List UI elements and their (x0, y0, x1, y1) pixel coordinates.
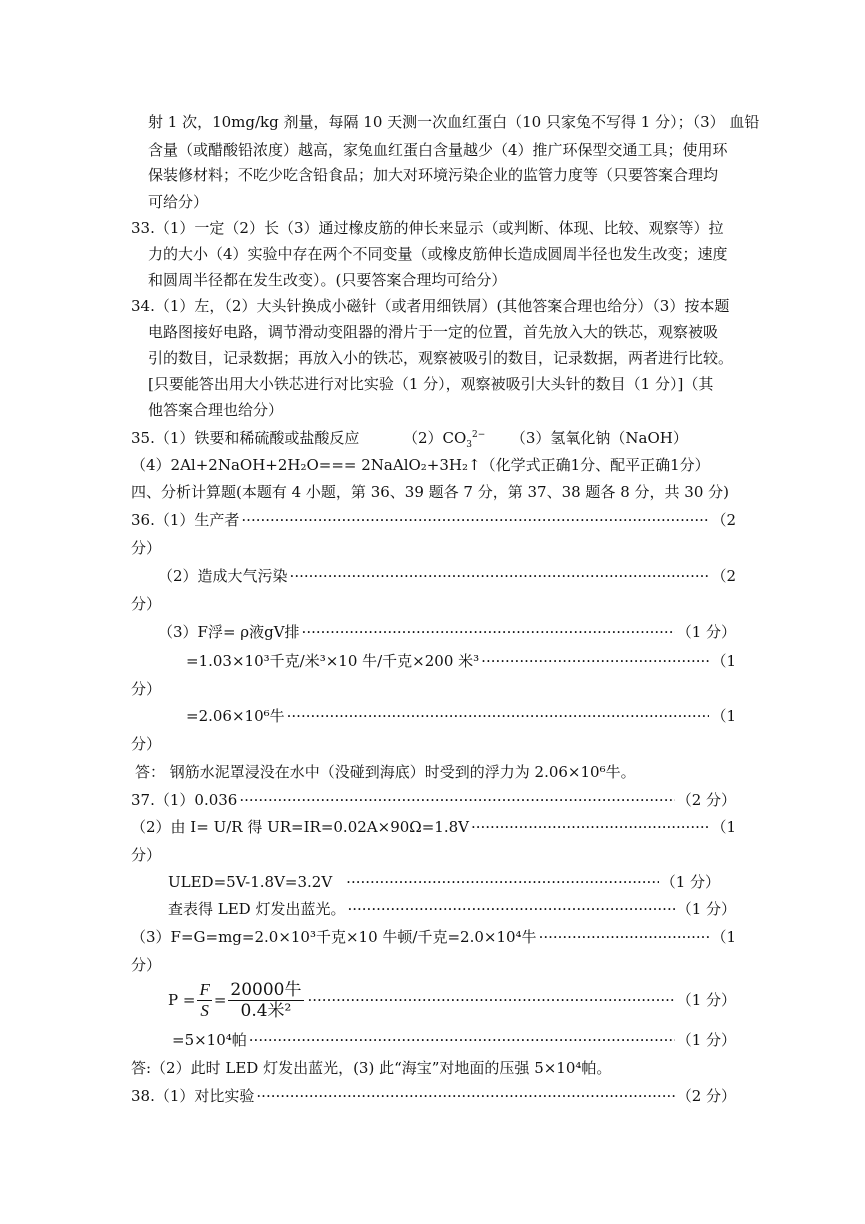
text-line: （4）2Al+2NaOH+2H₂O=== 2NaAlO₂+3H₂↑（化学式正确1分、配平正确1分） (131, 456, 710, 474)
dot-leader (471, 817, 709, 837)
fraction-value: $\frac{\text{20000牛}}{\text{0.4米²}}$ (230, 979, 302, 1021)
q36-1-text: 36.（1）生产者 (131, 511, 240, 529)
q35-part1: 35.（1）铁要和稀硫酸或盐酸反应 (131, 429, 360, 447)
dot-leader (308, 990, 675, 1010)
leader-line (186, 706, 736, 726)
leader-line (131, 1086, 736, 1106)
text-line: 力的大小（4）实验中存在两个不同变量（或橡皮筋伸长造成圆周半径也发生改变；速度 (148, 245, 728, 263)
q36-4-score: （1 (711, 652, 736, 670)
q37-5-text: （3）F=G=mg=2.0×10³千克×10 牛顿/千克=2.0×10⁴牛 (131, 928, 537, 946)
q36-5-text: =2.06×10⁶牛 (186, 707, 285, 725)
leader-line (131, 817, 736, 837)
text-line: 分） (131, 846, 162, 864)
text-line: 引的数目，记录数据；再放入小的铁芯，观察被吸引的数目，记录数据，两者进行比较。 (148, 349, 734, 367)
dot-leader (239, 790, 674, 810)
text-line: 34.（1）左，（2）大头针换成小磁针（或者用细铁屑）(其他答案合理也给分）（3）按本题 (131, 297, 730, 315)
q35-part3: （3）氢氧化钠（NaOH） (510, 429, 688, 447)
leader-line (131, 790, 736, 810)
q37-6-score: （1 分） (676, 991, 736, 1009)
leader-line (158, 622, 736, 642)
text-line: 分） (131, 735, 162, 753)
text-line: 他答案合理也给分） (148, 401, 284, 419)
dot-leader (256, 1086, 674, 1106)
q37-4-score: （1 分） (676, 900, 736, 918)
q37-3-text: ULED=5V-1.8V=3.2V (168, 873, 333, 891)
dot-leader (347, 899, 674, 919)
text-line: 可给分） (148, 193, 209, 211)
q36-1-score: （2 (711, 511, 736, 529)
q36-4-text: =1.03×10³千克/米³×10 牛/千克×200 米³ (186, 652, 480, 670)
leader-line (131, 510, 736, 530)
text-line: 分） (131, 680, 162, 698)
q37-1-text: 37.（1）0.036 (131, 791, 238, 809)
text-line: 35.（1）铁要和稀硫酸或盐酸反应 $(2)CO_3^{2-}$ （3）氢氧化钠（NaOH） (131, 429, 688, 450)
q36-2-text: （2）造成大气污染 (158, 567, 288, 585)
q36-3-text: （3）F浮= ρ液gV排 (158, 623, 300, 641)
dot-leader (539, 927, 710, 947)
dot-leader (241, 510, 709, 530)
leader-line (168, 899, 736, 919)
dot-leader (290, 566, 710, 586)
dot-leader (249, 1030, 675, 1050)
leader-line (168, 872, 720, 892)
text-line: 电路图接好电路，调节滑动变阻器的滑片于一定的位置，首先放入大的铁芯，观察被吸 (148, 323, 719, 341)
dot-leader (481, 651, 709, 671)
text-line: 保装修材料；不吃少吃含铅食品；加大对环境污染企业的监管力度等（只要答案合理均 (148, 166, 719, 184)
leader-line (186, 651, 736, 671)
q35-part2: （2）CO (402, 429, 467, 447)
q38-1-text: 38.（1）对比实验 (131, 1087, 255, 1105)
q37-1-score: （2 分） (676, 791, 736, 809)
leader-line (158, 566, 736, 586)
q37-7-score: （1 分） (676, 1031, 736, 1049)
text-line: 射 1 次，10mg/kg 剂量，每隔 10 天测一次血红蛋白（10 只家兔不写得 1 分）；（3） 血铅 (148, 113, 760, 131)
q37-4-text: 查表得 LED 灯发出蓝光。 (168, 900, 346, 918)
q38-1-score: （2 分） (676, 1087, 736, 1105)
q37-2-text: （2）由 I= U/R 得 UR=IR=0.02A×90Ω=1.8V (131, 818, 469, 836)
q37-7-text: =5×10⁴帕 (172, 1031, 247, 1049)
dot-leader (302, 622, 675, 642)
q36-2-score: （2 (711, 567, 736, 585)
q37-2-score: （1 (711, 818, 736, 836)
dot-leader (287, 706, 710, 726)
formula-line: P = $\frac{F}{S}$ = $\frac{\text{20000牛}}{\text{0.4米²}}$ ····· （1 分） (168, 978, 736, 1022)
text-line: [只要能答出用大小铁芯进行对比实验（1 分），观察被吸引大头针的数目（1 分）]（其 (148, 375, 714, 393)
text-line: 33.（1）一定（2）长（3）通过橡皮筋的伸长来显示（或判断、体现、比较、观察等）拉 (131, 219, 724, 237)
leader-line (131, 927, 736, 947)
text-line: 分） (131, 539, 162, 557)
section-heading: 四、分析计算题(本题有 4 小题，第 36、39 题各 7 分，第 37、38 题各 8 分，共 30 分) (131, 483, 729, 501)
text-line: 含量（或醋酸铅浓度）越高，家兔血红蛋白含量越少（4）推广环保型交通工具；使用环 (148, 141, 728, 159)
q36-5-score: （1 (711, 707, 736, 725)
dot-leader (346, 872, 659, 892)
text-line: 分） (131, 956, 162, 974)
q37-3-score: （1 分） (660, 873, 720, 891)
q37-5-score: （1 (711, 928, 736, 946)
pressure-label: P = (168, 991, 196, 1009)
fraction-f-over-s: $\frac{F}{S}$ (199, 979, 210, 1020)
answer-line: 答:（2）此时 LED 灯发出蓝光，(3) 此“海宝”对地面的压强 5×10⁴帕。 (131, 1059, 612, 1077)
text-line: 和圆周半径都在发生改变）。(只要答案合理均可给分） (148, 271, 507, 289)
text-line: 分） (131, 595, 162, 613)
q36-3-score: （1 分） (676, 623, 736, 641)
answer-line: 答： 钢筋水泥罩浸没在水中（没碰到海底）时受到的浮力为 2.06×10⁶牛。 (135, 763, 636, 781)
leader-line (172, 1030, 736, 1050)
